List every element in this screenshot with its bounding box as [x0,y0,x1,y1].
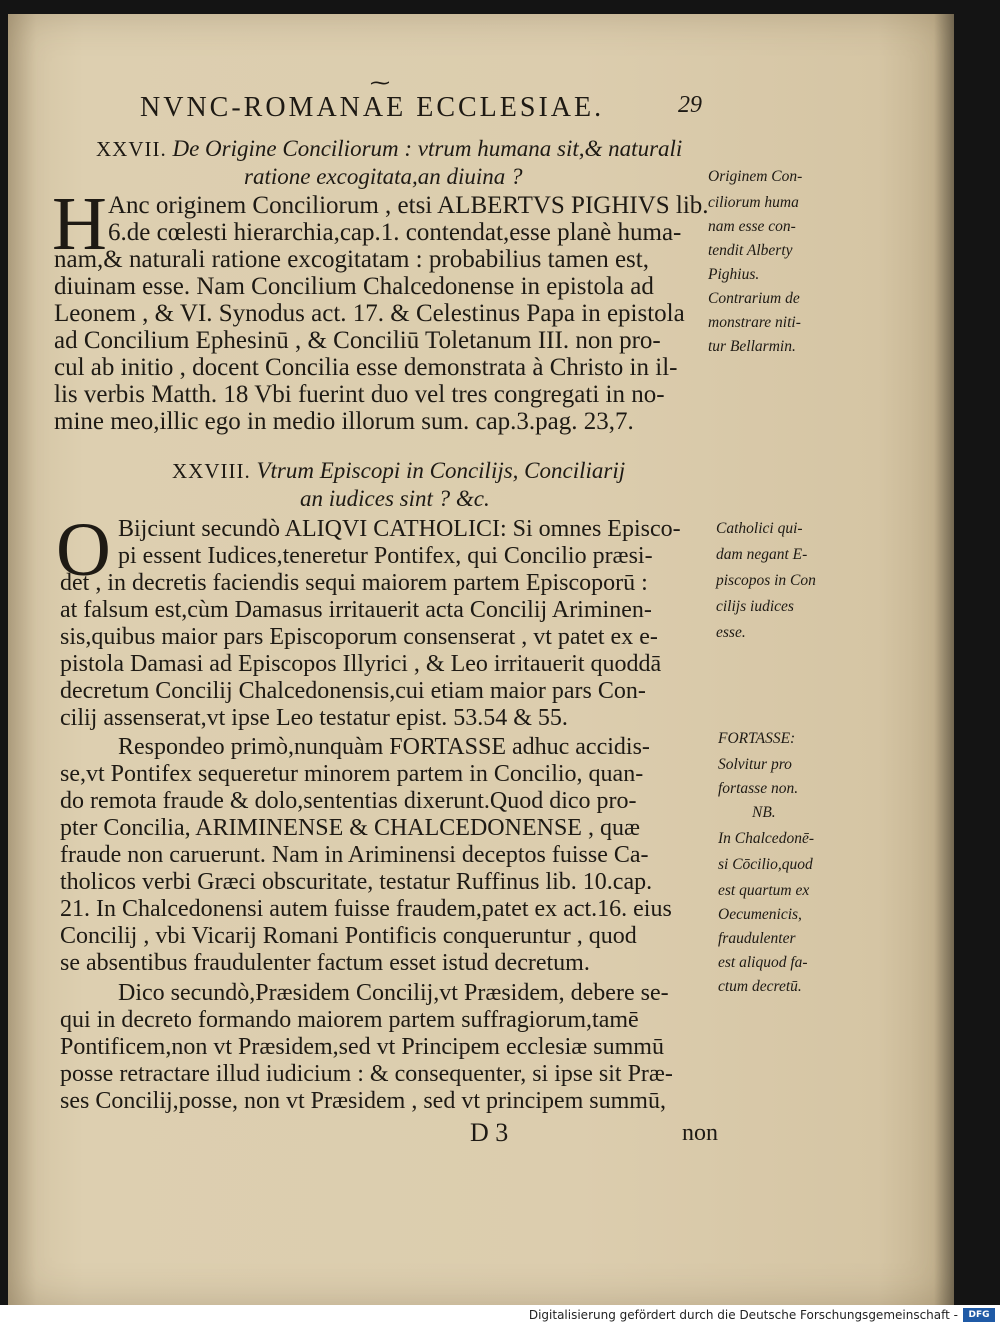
margin-note: monstrare niti- [708,314,801,331]
margin-note: ciliorum huma [708,194,799,211]
margin-note: cilijs iudices [716,598,794,615]
body-line: pi essent Iudices,teneretur Pontifex, qui Concilio præsi- [118,543,653,569]
margin-note: Catholici qui- [716,520,803,537]
signature-mark: D 3 [470,1118,509,1147]
body-line: 6.de cœlesti hierarchia,cap.1. contendat,esse planè huma- [108,219,682,246]
running-title: NVNC-ROMANAE ECCLESIAE. [140,92,605,123]
body-line: do remota fraude & dolo,sententias dixerunt.Quod dico pro- [60,788,637,814]
body-line: cilij assenserat,vt ipse Leo testatur epist. 53.54 & 55. [60,705,568,731]
margin-note: ctum decretū. [718,978,802,995]
body-line: ad Concilium Ephesinū , & Conciliū Toletanum III. non pro- [54,327,661,354]
body-line: cul ab initio , docent Concilia esse demonstrata à Christo in il- [54,354,678,381]
section-28-number: XXVIII. [172,459,251,483]
section-27-heading-line2: ratione excogitata,an diuina ? [244,164,523,189]
body-line: 21. In Chalcedonensi autem fuisse fraudem,patet ex act.16. eius [60,896,672,922]
body-line: at falsum est,cùm Damasus irritauerit acta Concilij Ariminen- [60,597,652,623]
catchword: non [682,1120,718,1146]
body-line: Concilij , vbi Vicarij Romani Pontificis conqueruntur , quod [60,923,637,949]
body-line: mine meo,illic ego in medio illorum sum. cap.3.pag. 23,7. [54,408,634,435]
body-line: Respondeo primò,nunquàm FORTASSE adhuc accidis- [118,734,650,760]
margin-note: NB. [752,804,776,821]
funding-credit: Digitalisierung gefördert durch die Deutsche Forschungsgemeinschaft - [528,1308,958,1322]
margin-note: Contrarium de [708,290,800,307]
drop-cap-o: O [56,508,111,592]
section-27-heading-text: De Origine Conciliorum : vtrum humana sit,& naturali [172,136,683,161]
section-28-heading-text: Vtrum Episcopi in Concilijs, Conciliarij [256,458,626,483]
margin-note: FORTASSE: [718,730,796,747]
body-line: se absentibus fraudulenter factum esset istud decretum. [60,950,590,976]
body-line: tholicos verbi Græci obscuritate, testatur Ruffinus lib. 10.cap. [60,869,653,895]
body-line: decretum Concilij Chalcedonensis,cui etiam maior pars Con- [60,678,646,704]
margin-note: tur Bellarmin. [708,338,796,355]
body-line: lis verbis Matth. 18 Vbi fuerint duo vel tres congregati in no- [54,381,665,408]
body-line: Leonem , & VI. Synodus act. 17. & Celestinus Papa in epistola [54,300,685,327]
section-28-heading-line1 [172,458,625,484]
margin-note: In Chalcedonē- [718,830,814,847]
margin-note: Pighius. [708,266,760,283]
margin-note: Oecumenicis, [718,906,802,923]
margin-note: fraudulenter [718,930,796,947]
dfg-logo-icon: DFG [963,1308,995,1322]
body-line: ses Concilij,posse, non vt Præsidem , sed vt principem summū, [60,1088,666,1114]
body-line: Dico secundò,Præsidem Concilij,vt Præsidem, debere se- [118,980,669,1006]
footer-bar [0,1305,1000,1326]
section-28-heading-line2: an iudices sint ? &c. [300,486,490,511]
margin-note: tendit Alberty [708,242,793,259]
body-line: fraude non caruerunt. Nam in Ariminensi deceptos fuisse Ca- [60,842,649,868]
body-line: posse retractare illud iudicium : & consequenter, si ipse sit Præ- [60,1061,673,1087]
body-line: Bijciunt secundò ALIQVI CATHOLICI: Si omnes Episco- [118,516,681,542]
body-line: Anc originem Conciliorum , etsi ALBERTVS PIGHIVS lib. [108,192,709,219]
body-line: nam,& naturali ratione excogitatam : probabilius tamen est, [54,246,649,273]
body-line: pistola Damasi ad Episcopos Illyrici , & Leo irritauerit quoddā [60,651,662,677]
section-27-heading-line1 [96,136,682,162]
body-line: Pontificem,non vt Præsidem,sed vt Principem ecclesiæ summū [60,1034,664,1060]
margin-note: Solvitur pro [718,756,792,773]
body-line: pter Concilia, ARIMINENSE & CHALCEDONENSE , quæ [60,815,640,841]
page-number: 29 [678,92,702,118]
body-line: sis,quibus maior pars Episcoporum consenserat , vt patet ex e- [60,624,658,650]
body-line: det , in decretis faciendis sequi maiorem partem Episcoporū : [60,570,648,596]
ornament-mark: ⁓ [370,72,390,94]
body-line: se,vt Pontifex sequeretur minorem partem in Concilio, quan- [60,761,644,787]
margin-note: est quartum ex [718,882,810,899]
drop-cap-h: H [52,182,107,266]
margin-note: esse. [716,624,746,641]
margin-note: dam negant E- [716,546,808,563]
margin-note: fortasse non. [718,780,799,797]
page-edge-shadow [934,14,954,1305]
margin-note: nam esse con- [708,218,796,235]
margin-note: piscopos in Con [716,572,816,589]
section-27-number: XXVII. [96,137,167,161]
body-line: qui in decreto formando maiorem partem suffragiorum,tamē [60,1007,639,1033]
margin-note: est aliquod fa- [718,954,808,971]
margin-note: si Cōcilio,quod [718,856,813,873]
margin-note: Originem Con- [708,168,803,185]
body-line: diuinam esse. Nam Concilium Chalcedonense in epistola ad [54,273,654,300]
